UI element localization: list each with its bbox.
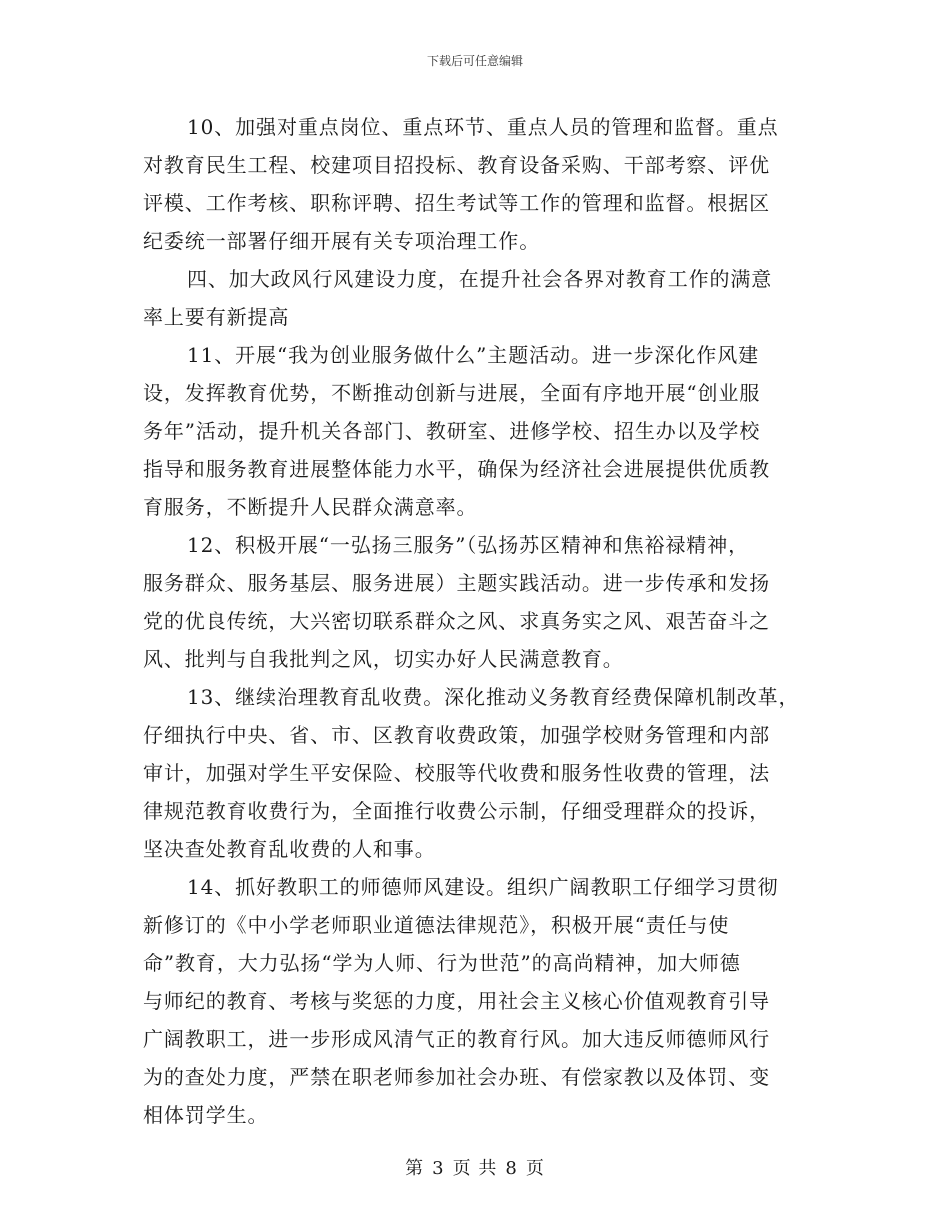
text-line: 风、批判与自我批判之风，切实办好人民满意教育。: [143, 647, 624, 671]
current-page-number: 3: [432, 1158, 445, 1179]
text-line: 纪委统一部署仔细开展有关专项治理工作。: [143, 229, 541, 253]
text-line: 四、加大政风行风建设力度，在提升社会各界对教育工作的满意: [187, 267, 773, 291]
text-line: 11、开展“我为创业服务做什么”主题活动。进一步深化作风建: [187, 343, 759, 367]
text-line: 坚决查处教育乱收费的人和事。: [143, 837, 436, 861]
document-body: [143, 108, 811, 1134]
footer-prefix: 第: [405, 1158, 425, 1179]
page-footer: [0, 1154, 950, 1180]
paragraph-item-10: [143, 108, 811, 260]
text-line: 党的优良传统，大兴密切联系群众之风、求真务实之风、艰苦奋斗之: [143, 609, 770, 633]
text-line: 相体罚学生。: [143, 1103, 269, 1127]
text-line: 育服务，不断提升人民群众满意率。: [143, 495, 478, 519]
text-line: 13、继续治理教育乱收费。深化推动义务教育经费保障机制改革，: [187, 685, 800, 709]
text-line: 新修订的《中小学老师职业道德法律规范》，积极开展“责任与使: [143, 913, 730, 937]
paragraph-item-13: [143, 678, 811, 868]
total-pages-number: 8: [505, 1158, 518, 1179]
text-line: 10、加强对重点岗位、重点环节、重点人员的管理和监督。重点: [187, 115, 779, 139]
header-note: 下载后可任意编辑: [426, 54, 523, 68]
text-line: 广阔教职工，进一步形成风清气正的教育行风。加大违反师德师风行: [143, 1027, 770, 1051]
text-line: 仔细执行中央、省、市、区教育收费政策，加强学校财务管理和内部: [143, 723, 770, 747]
footer-mid: 页 共: [452, 1158, 498, 1179]
text-line: 务年”活动，提升机关各部门、教研室、进修学校、招生办以及学校: [143, 419, 761, 443]
text-line: 率上要有新提高: [143, 305, 290, 329]
text-line: 设，发挥教育优势，不断推动创新与进展，全面有序地开展“创业服: [143, 381, 761, 405]
text-line: 14、抓好教职工的师德师风建设。组织广阔教职工仔细学习贯彻: [187, 875, 779, 899]
text-line: 与师纪的教育、考核与奖惩的力度，用社会主义核心价值观教育引导: [143, 989, 770, 1013]
paragraph-item-11: [143, 336, 811, 526]
text-line: 12、积极开展“一弘扬三服务”（弘扬苏区精神和焦裕禄精神，: [187, 533, 749, 557]
text-line: 律规范教育收费行为，全面推行收费公示制，仔细受理群众的投诉，: [143, 799, 770, 823]
text-line: 为的查处力度，严禁在职老师参加社会办班、有偿家教以及体罚、变: [143, 1065, 770, 1089]
footer-suffix: 页: [525, 1158, 545, 1179]
text-line: 指导和服务教育进展整体能力水平，确保为经济社会进展提供优质教: [143, 457, 770, 481]
text-line: 对教育民生工程、校建项目招投标、教育设备采购、干部考察、评优: [143, 153, 770, 177]
text-line: 命”教育，大力弘扬“学为人师、行为世范”的高尚精神，加大师德: [143, 951, 741, 975]
paragraph-item-14: [143, 868, 811, 1134]
text-line: 服务群众、服务基层、服务进展）主题实践活动。进一步传承和发扬: [143, 571, 770, 595]
text-line: 评模、工作考核、职称评聘、招生考试等工作的管理和监督。根据区: [143, 191, 770, 215]
text-line: 审计，加强对学生平安保险、校服等代收费和服务性收费的管理，法: [143, 761, 770, 785]
section-heading-four: [143, 260, 811, 336]
paragraph-item-12: [143, 526, 811, 678]
